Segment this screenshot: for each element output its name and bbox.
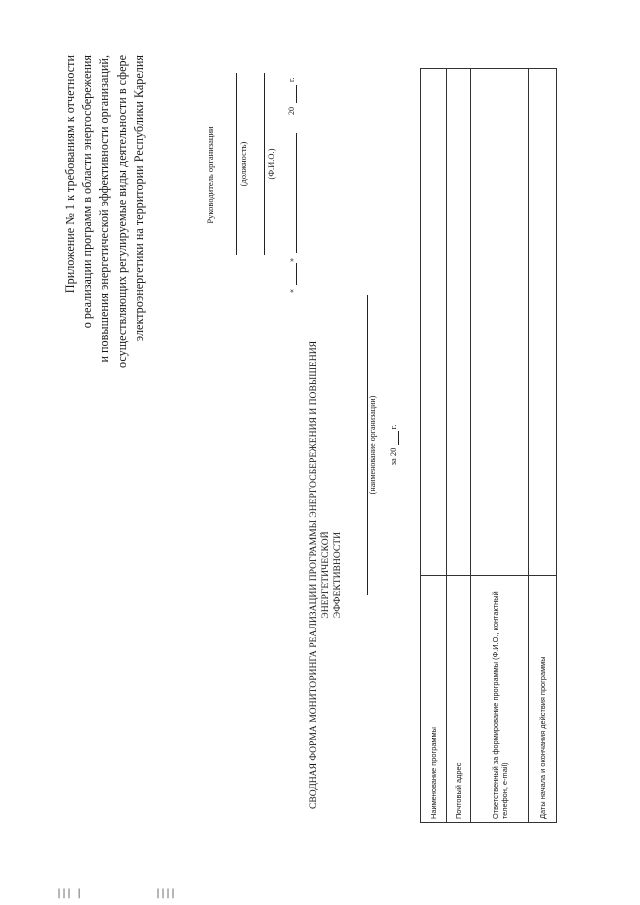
scan-marks-left: ||| |	[56, 888, 82, 899]
position-signature-line[interactable]	[236, 73, 237, 255]
position-label: (должность)	[238, 141, 248, 187]
table-row	[529, 69, 557, 823]
appendix-line: и повышения энергетической эффективности организаций,	[97, 55, 112, 363]
period-prefix: за 20	[388, 447, 398, 466]
appendix-header	[62, 55, 148, 385]
row-value[interactable]	[529, 69, 557, 576]
table-row	[447, 69, 471, 823]
appendix-line: осуществляющих регулируемые виды деятельности в сфере	[114, 55, 129, 369]
row-value[interactable]	[447, 69, 471, 576]
head-label: Руководитель организации	[205, 126, 215, 224]
date-quote-close: »	[287, 258, 296, 262]
date-day-line[interactable]	[296, 263, 297, 285]
name-label: (Ф.И.О.)	[266, 148, 276, 180]
row-label: Почтовый адрес	[447, 576, 471, 823]
year-suffix: г.	[287, 77, 296, 82]
date-year-line[interactable]	[296, 85, 297, 103]
row-value[interactable]	[421, 69, 447, 576]
year-prefix: 20	[287, 107, 296, 115]
program-info-table	[420, 68, 557, 823]
appendix-line: о реализации программ в области энергосбережения	[80, 55, 95, 329]
row-label: Наименование программы	[421, 576, 447, 823]
date-month-line[interactable]	[296, 133, 297, 253]
name-signature-line[interactable]	[264, 73, 265, 255]
organization-label: (наименование организации)	[368, 395, 377, 495]
row-label: Ответственный за формирование программы (Ф.И.О., контактный телефон, e-mail)	[471, 576, 529, 823]
form-title-line: ЭФФЕКТИВНОСТИ	[332, 531, 343, 619]
appendix-line: Приложение № 1 к требованиям к отчетности	[63, 55, 77, 294]
table-row	[421, 69, 447, 823]
scan-marks-right: ||||	[155, 888, 176, 899]
table-row	[471, 69, 529, 823]
form-title	[308, 325, 344, 825]
period-suffix: г.	[388, 424, 398, 430]
row-label: Даты начала и окончания действия программы	[529, 576, 557, 823]
form-title-line: СВОДНАЯ ФОРМА МОНИТОРИНГА РЕАЛИЗАЦИИ ПРОГРАММЫ ЭНЕРГОСБЕРЕЖЕНИЯ И ПОВЫШЕНИЯ ЭНЕРГЕТИЧЕСКОЙ	[308, 340, 331, 810]
appendix-line: электроэнергетики на территории Республики Карелия	[131, 55, 146, 342]
report-period	[388, 365, 399, 525]
row-value[interactable]	[471, 69, 529, 576]
period-year-blank[interactable]	[388, 431, 399, 445]
date-quote-open: «	[287, 289, 296, 293]
